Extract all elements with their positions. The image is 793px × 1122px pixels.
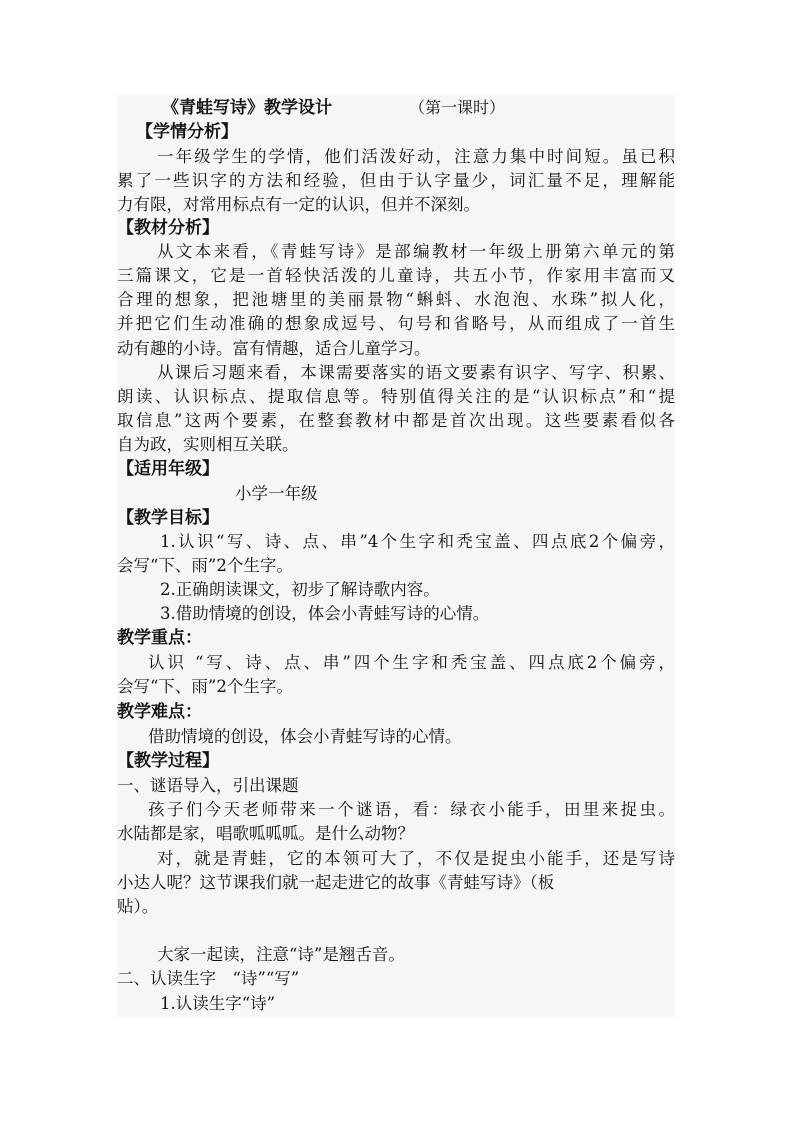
heading-xueqing: 【学情分析】 bbox=[136, 122, 238, 142]
xueqing-line-3: 力有限，对常用标点有一定的认识，但并不深刻。 bbox=[117, 195, 480, 214]
title-line bbox=[117, 96, 677, 120]
jiaocai-line-5: 动有趣的小诗。富有情趣，适合儿童学习。 bbox=[117, 339, 431, 358]
jiaocai-line-9: 自为政，实则相互关联。 bbox=[117, 435, 299, 454]
jiaocai-line-2: 三篇课文，它是一首轻快活泼的儿童诗，共五小节，作家用丰富而又 bbox=[117, 266, 675, 285]
heading-mubiao: 【教学目标】 bbox=[117, 508, 219, 528]
xueqing-line-1: 一年级学生的学情，他们活泼好动，注意力集中时间短。虽已积 bbox=[157, 147, 675, 166]
mubiao-line-3: 2.正确朗读课文，初步了解诗歌内容。 bbox=[160, 580, 440, 599]
guocheng-line-7: 1.认读生字“诗” bbox=[160, 994, 276, 1013]
guocheng-line-4: 小达人呢？这节课我们就一起走进它的故事《青蛙写诗》（板 bbox=[117, 873, 555, 892]
document-title: 《青蛙写诗》教学设计 bbox=[162, 98, 332, 118]
guocheng-step-2-title: 二、认读生字 “诗”“写” bbox=[117, 969, 300, 988]
heading-nandian: 教学难点： bbox=[117, 702, 202, 722]
zhongdian-line-1: 认识 “写、诗、点、串”四个生字和秃宝盖、四点底2个偏旁， bbox=[148, 653, 675, 672]
zhongdian-line-2: 会写“下、雨”2个生字。 bbox=[117, 677, 293, 696]
guocheng-line-6: 大家一起读，注意“诗”是翘舌音。 bbox=[157, 945, 405, 964]
nandian-line-1: 借助情境的创设，体会小青蛙写诗的心情。 bbox=[148, 727, 462, 746]
heading-zhongdian: 教学重点： bbox=[117, 628, 202, 648]
guocheng-line-3: 对，就是青蛙，它的本领可大了，不仅是捉虫小能手，还是写诗 bbox=[157, 849, 675, 868]
guocheng-line-1: 孩子们今天老师带来一个谜语，看：绿衣小能手，田里来捉虫。 bbox=[148, 800, 675, 819]
guocheng-step-1-title: 一、谜语导入，引出课题 bbox=[117, 776, 299, 795]
lesson-period: （第一课时） bbox=[409, 98, 506, 117]
jiaocai-line-4: 并把它们生动准确的想象成逗号、句号和省略号，从而组成了一首生 bbox=[117, 314, 675, 333]
jiaocai-line-1: 从文本来看，《青蛙写诗》是部编教材一年级上册第六单元的第 bbox=[157, 242, 675, 261]
jiaocai-line-8: 取信息”这两个要素，在整套教材中都是首次出现。这些要素看似各 bbox=[117, 411, 675, 430]
xueqing-line-2: 累了一些识字的方法和经验，但由于认字量少，词汇量不足，理解能 bbox=[117, 171, 675, 190]
heading-jiaocai: 【教材分析】 bbox=[117, 218, 219, 238]
mubiao-line-1: 1.认识“写、诗、点、串”4个生字和秃宝盖、四点底2个偏旁， bbox=[160, 532, 675, 551]
guocheng-line-2: 水陆都是家，唱歌呱呱呱。是什么动物？ bbox=[117, 824, 414, 843]
mubiao-line-4: 3.借助情境的创设，体会小青蛙写诗的心情。 bbox=[160, 604, 490, 623]
mubiao-line-2: 会写“下、雨”2个生字。 bbox=[117, 556, 293, 575]
heading-nianji: 【适用年级】 bbox=[117, 459, 219, 479]
guocheng-line-5: 贴）。 bbox=[117, 897, 159, 916]
jiaocai-line-7: 朗读、认识标点、提取信息等。特别值得关注的是“认识标点”和“提 bbox=[117, 387, 675, 406]
heading-guocheng: 【教学过程】 bbox=[117, 751, 219, 771]
jiaocai-line-3: 合理的想象，把池塘里的美丽景物“蝌蚪、水泡泡、水珠”拟人化， bbox=[117, 290, 675, 309]
grade-level: 小学一年级 bbox=[235, 484, 318, 503]
jiaocai-line-6: 从课后习题来看，本课需要落实的语文要素有识字、写字、积累、 bbox=[157, 363, 675, 382]
